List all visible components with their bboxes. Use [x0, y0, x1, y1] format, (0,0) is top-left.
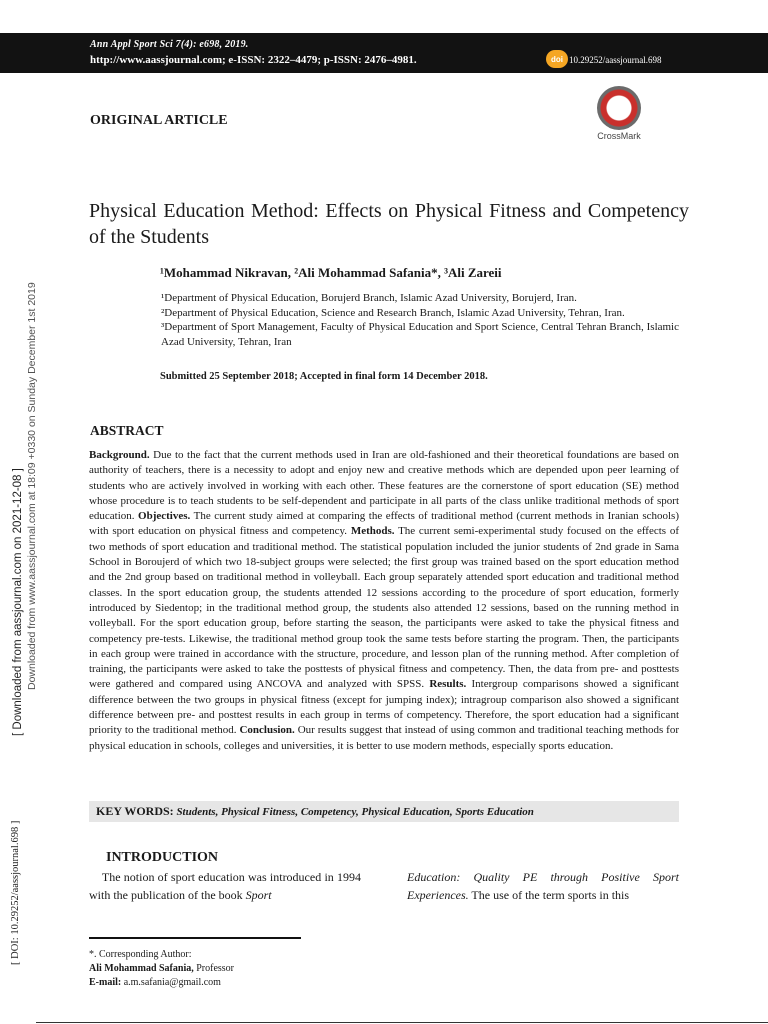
doi-icon: doi — [546, 50, 568, 68]
paper-title: Physical Education Method: Effects on Physical Fitness and Competency of the Students — [89, 200, 689, 248]
footnote-marker: *. Corresponding Author: — [89, 949, 192, 960]
methods-label: Methods. — [350, 525, 395, 538]
email-label: E-mail: — [89, 977, 122, 988]
submission-dates: Submitted 25 September 2018; Accepted in final form 14 December 2018. — [160, 371, 488, 382]
article-type-label: ORIGINAL ARTICLE — [90, 113, 228, 128]
footnote-email — [89, 976, 234, 990]
objectives-text: The current study aimed at comparing the effects of traditional method (current methods in Iranian schools) with sport education on physical fitness and competency. — [89, 510, 679, 538]
side-doi-stamp: [ DOI: 10.29252/aassjournal.698 ] — [10, 820, 21, 965]
affiliations — [161, 291, 679, 349]
objectives-label: Objectives. — [138, 510, 191, 523]
intro-column-left — [89, 868, 361, 904]
intro-column-right — [407, 868, 679, 904]
results-label: Results. — [429, 678, 467, 691]
author-list: ¹Mohammad Nikravan, ²Ali Mohammad Safania*, ³Ali Zareii — [160, 265, 502, 280]
affiliation-3: ³Department of Sport Management, Faculty of Physical Education and Sport Science, Central Tehran Branch, Islamic Azad University, Tehran, Iran — [161, 321, 679, 348]
results-text: Intergroup comparisons showed a significant difference between the two groups in physical fitness (except for jumping index); intragroup comparison also showed a significant difference between pre- and posttest results in each group in terms of competency. Therefore, the sport education had a significant priority to the traditional method. — [89, 678, 679, 737]
footnote-author-name: Ali Mohammad Safania, — [89, 963, 194, 974]
intro-left-italic: Sport — [245, 888, 272, 902]
footnote-author-role: Professor — [193, 963, 235, 974]
crossmark-badge[interactable] — [589, 86, 649, 141]
conclusion-text: Our results suggest that instead of using common and traditional teaching methods for physical education in schools, colleges and universities, it is better to use modern methods, especially sports education. — [89, 724, 679, 752]
introduction-heading: INTRODUCTION — [106, 850, 219, 865]
doi-link[interactable]: 10.29252/aassjournal.698 — [569, 55, 662, 65]
background-text: Due to the fact that the current methods used in Iran are old-fashioned and their theoretical foundations are based on authority of teachers, there is a necessity to adopt and enjoy new and creative methods which are depended upon peer learning of students who are actively involved in working with each other. These features are the cornerstone of sport education (SE) method whose procedure is to teach students to be self-dependent and participate in all parts of the class unlike traditional methods of sport education. — [89, 449, 679, 523]
conclusion-label: Conclusion. — [239, 724, 295, 737]
keywords-label: KEY WORDS: — [96, 804, 174, 818]
affiliation-2: ²Department of Physical Education, Science and Research Branch, Islamic Azad University, Tehran, Iran. — [161, 306, 625, 319]
journal-url-issn[interactable]: http://www.aassjournal.com; e-ISSN: 2322–4479; p-ISSN: 2476–4981. — [90, 54, 417, 66]
footnote-rule — [89, 937, 301, 939]
abstract-heading: ABSTRACT — [90, 423, 164, 438]
intro-left-text: The notion of sport education was introduced in 1994 with the publication of the book — [89, 870, 361, 902]
corresponding-author-footnote — [89, 948, 234, 990]
keywords-value: Students, Physical Fitness, Competency, Physical Education, Sports Education — [173, 806, 534, 818]
side-download-stamp: [ Downloaded from aassjournal.com on 2021-12-08 ] — [12, 468, 24, 736]
methods-text: The current semi-experimental study focused on the effects of two methods of sport education and traditional method. The statistical population included the junior students of 2nd grade in Sama School in Boroujerd of which two 18-subject groups were selected; the first group was trained based on the sport education method and the 2nd group based on traditional method in volleyball. Each group separately attended sport education and traditional method classes. In the sport education group, the students attended 12 sessions according to the procedure of sport education, formerly introduced by Siedentop; in the traditional method group, the students also attended 12 sessions, based on the running method in volleyball. For the sport education group, before starting the season, the participants were asked to take the physical fitness and competency pre-tests. Likewise, the traditional method group took the same tests before starting the program. Then, the participants in each group were trained in accordance with the structure, procedure, and lesson plan of the running method. After completion of training, the participants were asked to take the posttests of physical fitness and competency. Then, the data from pre- and posttests were gathered and compared using ANCOVA and analyzed with SPSS. — [89, 525, 679, 691]
affiliation-1: ¹Department of Physical Education, Borujerd Branch, Islamic Azad University, Borujerd, Iran. — [161, 292, 577, 304]
crossmark-label: CrossMark — [597, 131, 641, 141]
crossmark-icon — [597, 86, 641, 130]
intro-right-text: The use of the term sports in this — [468, 888, 630, 902]
keywords — [96, 804, 534, 819]
page-bottom-rule — [36, 1022, 768, 1023]
download-watermark: Downloaded from www.aassjournal.com at 18:09 +0330 on Sunday December 1st 2019 — [26, 282, 38, 690]
footnote-author — [89, 962, 234, 976]
abstract-body — [89, 448, 679, 754]
background-label: Background. — [89, 449, 150, 461]
journal-citation: Ann Appl Sport Sci 7(4): e698, 2019. — [90, 39, 249, 50]
intro-right-italic: Education: Quality PE through Positive Sport Experiences. — [407, 870, 679, 902]
email-address[interactable]: a.m.safania@gmail.com — [121, 977, 221, 988]
